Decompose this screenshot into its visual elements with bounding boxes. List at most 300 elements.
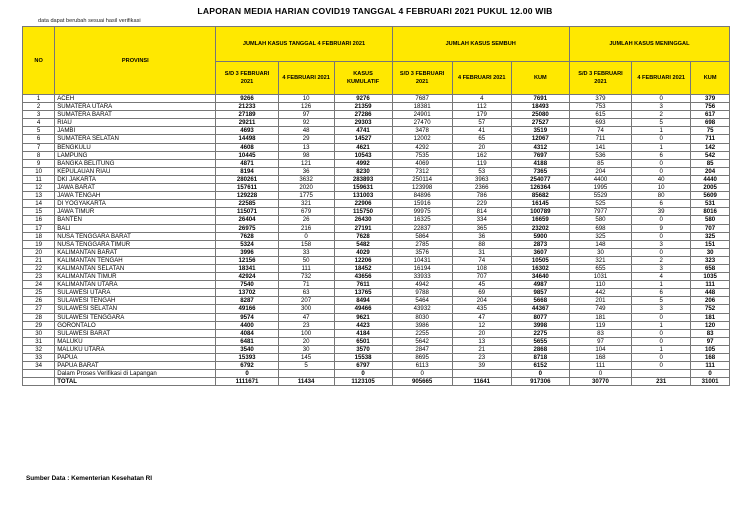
header-kasus-kumulatif: KASUS KUMULATIF	[334, 62, 392, 95]
cell-meninggal-sd: 141	[569, 143, 631, 151]
header-kasus-today: 4 FEBRUARI 2021	[278, 62, 334, 95]
header-meninggal-sd: S/D 3 FEBRUARI 2021	[569, 62, 631, 95]
cell-kasus-kumulatif: 131003	[334, 192, 392, 200]
cell-meninggal-sd: 1031	[569, 273, 631, 281]
cell-meninggal-kum: 168	[691, 354, 730, 362]
cell-kasus-kumulatif: 7611	[334, 281, 392, 289]
cell-kasus-kumulatif: 4621	[334, 143, 392, 151]
cell-meninggal-kum: 120	[691, 321, 730, 329]
cell-meninggal-sd: 30770	[569, 378, 631, 386]
cell-sembuh-kum: 9857	[511, 289, 569, 297]
cell-kasus-sd: 26404	[216, 216, 278, 224]
row-no: 7	[23, 143, 55, 151]
row-provinsi: SULAWESI UTARA	[55, 289, 216, 297]
cell-meninggal-kum: 756	[691, 103, 730, 111]
cell-kasus-sd: 4871	[216, 159, 278, 167]
row-no: 27	[23, 305, 55, 313]
row-no: 15	[23, 208, 55, 216]
table-row	[23, 354, 730, 362]
table-row	[23, 135, 730, 143]
row-no: 31	[23, 337, 55, 345]
table-row	[23, 184, 730, 192]
cell-meninggal-sd: 148	[569, 240, 631, 248]
table-row	[23, 370, 730, 378]
cell-sembuh-sd: 5864	[392, 232, 452, 240]
cell-sembuh-kum: 917306	[511, 378, 569, 386]
row-provinsi: BALI	[55, 224, 216, 232]
cell-kasus-kumulatif: 22906	[334, 200, 392, 208]
row-provinsi: Dalam Proses Verifikasi di Lapangan	[55, 370, 216, 378]
cell-meninggal-kum: 31001	[691, 378, 730, 386]
row-no: 8	[23, 151, 55, 159]
cell-kasus-sd: 280261	[216, 175, 278, 183]
cell-kasus-kumulatif: 4029	[334, 248, 392, 256]
cell-kasus-today: 10	[278, 95, 334, 103]
row-provinsi: PAPUA BARAT	[55, 362, 216, 370]
table-row	[23, 127, 730, 135]
row-provinsi: JAWA BARAT	[55, 184, 216, 192]
cell-kasus-kumulatif: 12206	[334, 256, 392, 264]
cell-sembuh-today: 31	[452, 248, 511, 256]
cell-meninggal-today: 0	[632, 313, 691, 321]
row-no: 9	[23, 159, 55, 167]
cell-sembuh-today: 45	[452, 281, 511, 289]
cell-meninggal-today: 0	[632, 216, 691, 224]
table-row	[23, 216, 730, 224]
cell-sembuh-today: 69	[452, 289, 511, 297]
cell-meninggal-sd: 204	[569, 167, 631, 175]
cell-meninggal-kum: 30	[691, 248, 730, 256]
cell-kasus-kumulatif: 26430	[334, 216, 392, 224]
cell-sembuh-sd: 4292	[392, 143, 452, 151]
cell-kasus-kumulatif: 3570	[334, 345, 392, 353]
cell-meninggal-today	[632, 370, 691, 378]
cell-sembuh-kum: 8718	[511, 354, 569, 362]
cell-sembuh-today: 65	[452, 135, 511, 143]
table-row	[23, 103, 730, 111]
cell-kasus-today: 23	[278, 321, 334, 329]
cell-meninggal-kum: 75	[691, 127, 730, 135]
cell-sembuh-kum: 5655	[511, 337, 569, 345]
cell-meninggal-kum: 325	[691, 232, 730, 240]
table-row	[23, 329, 730, 337]
cell-sembuh-kum: 2873	[511, 240, 569, 248]
cell-sembuh-today: 88	[452, 240, 511, 248]
row-no: 13	[23, 192, 55, 200]
cell-meninggal-today: 3	[632, 305, 691, 313]
cell-sembuh-sd: 2847	[392, 345, 452, 353]
row-provinsi: KALIMANTAN TENGAH	[55, 256, 216, 264]
cell-sembuh-sd: 4942	[392, 281, 452, 289]
row-provinsi: BANGKA BELITUNG	[55, 159, 216, 167]
cell-meninggal-kum: 323	[691, 256, 730, 264]
cell-sembuh-sd: 16194	[392, 264, 452, 272]
row-no: 29	[23, 321, 55, 329]
cell-sembuh-kum: 5900	[511, 232, 569, 240]
cell-sembuh-sd: 7687	[392, 95, 452, 103]
cell-meninggal-kum: 111	[691, 281, 730, 289]
cell-kasus-today: 126	[278, 103, 334, 111]
cell-meninggal-today: 1	[632, 321, 691, 329]
cell-meninggal-kum: 379	[691, 95, 730, 103]
table-row	[23, 256, 730, 264]
cell-sembuh-kum: 16302	[511, 264, 569, 272]
cell-sembuh-sd: 3576	[392, 248, 452, 256]
cell-meninggal-kum: 0	[691, 370, 730, 378]
cell-kasus-today: 321	[278, 200, 334, 208]
table-row	[23, 111, 730, 119]
row-provinsi: PAPUA	[55, 354, 216, 362]
cell-kasus-kumulatif: 8230	[334, 167, 392, 175]
cell-kasus-sd: 3540	[216, 345, 278, 353]
cell-meninggal-today: 10	[632, 184, 691, 192]
row-no	[23, 378, 55, 386]
cell-kasus-sd: 14498	[216, 135, 278, 143]
cell-sembuh-today: 12	[452, 321, 511, 329]
cell-sembuh-kum: 85682	[511, 192, 569, 200]
cell-meninggal-today: 0	[632, 362, 691, 370]
cell-meninggal-sd: 379	[569, 95, 631, 103]
header-group-kasus: JUMLAH KASUS TANGGAL 4 FEBRUARI 2021	[216, 27, 392, 62]
source-note: Sumber Data : Kementerian Kesehatan RI	[26, 475, 153, 482]
cell-sembuh-sd: 5642	[392, 337, 452, 345]
cell-meninggal-today: 6	[632, 200, 691, 208]
cell-kasus-today	[278, 370, 334, 378]
cell-kasus-kumulatif: 4741	[334, 127, 392, 135]
cell-kasus-today: 48	[278, 127, 334, 135]
cell-kasus-today: 11434	[278, 378, 334, 386]
cell-kasus-today: 145	[278, 354, 334, 362]
cell-sembuh-today: 20	[452, 329, 511, 337]
cell-kasus-sd: 157611	[216, 184, 278, 192]
cell-kasus-today: 3632	[278, 175, 334, 183]
table-row	[23, 240, 730, 248]
row-no: 4	[23, 119, 55, 127]
cell-kasus-kumulatif: 5482	[334, 240, 392, 248]
cell-kasus-kumulatif: 1123105	[334, 378, 392, 386]
cell-sembuh-sd: 16325	[392, 216, 452, 224]
cell-sembuh-kum: 16145	[511, 200, 569, 208]
cell-sembuh-sd: 12002	[392, 135, 452, 143]
row-provinsi: SUMATERA SELATAN	[55, 135, 216, 143]
table-body	[23, 95, 730, 386]
row-provinsi: BANTEN	[55, 216, 216, 224]
row-provinsi: GORONTALO	[55, 321, 216, 329]
row-provinsi: ACEH	[55, 95, 216, 103]
cell-meninggal-kum: 105	[691, 345, 730, 353]
cell-meninggal-kum: 1035	[691, 273, 730, 281]
cell-meninggal-today: 5	[632, 297, 691, 305]
cell-meninggal-kum: 752	[691, 305, 730, 313]
cell-sembuh-today: 3963	[452, 175, 511, 183]
cell-meninggal-sd: 442	[569, 289, 631, 297]
cell-kasus-sd: 6481	[216, 337, 278, 345]
cell-sembuh-sd: 123998	[392, 184, 452, 192]
cell-sembuh-sd: 250114	[392, 175, 452, 183]
cell-meninggal-today: 3	[632, 264, 691, 272]
cell-kasus-kumulatif: 7628	[334, 232, 392, 240]
cell-kasus-today: 30	[278, 345, 334, 353]
header-meninggal-today: 4 FEBRUARI 2021	[632, 62, 691, 95]
table-row	[23, 151, 730, 159]
cell-sembuh-kum: 18493	[511, 103, 569, 111]
row-provinsi: TOTAL	[55, 378, 216, 386]
cell-kasus-kumulatif: 8494	[334, 297, 392, 305]
row-no: 18	[23, 232, 55, 240]
row-no: 21	[23, 256, 55, 264]
cell-meninggal-kum: 698	[691, 119, 730, 127]
row-no: 34	[23, 362, 55, 370]
cell-kasus-sd: 4608	[216, 143, 278, 151]
cell-kasus-today: 0	[278, 232, 334, 240]
cell-sembuh-kum: 0	[511, 370, 569, 378]
cell-meninggal-sd: 83	[569, 329, 631, 337]
cell-meninggal-today: 0	[632, 95, 691, 103]
cell-kasus-today: 36	[278, 167, 334, 175]
header-provinsi: PROVINSI	[55, 27, 216, 95]
table-row	[23, 289, 730, 297]
row-provinsi: MALUKU	[55, 337, 216, 345]
cell-kasus-today: 29	[278, 135, 334, 143]
cell-meninggal-sd: 655	[569, 264, 631, 272]
cell-sembuh-sd: 7535	[392, 151, 452, 159]
cell-meninggal-today: 0	[632, 329, 691, 337]
cell-kasus-sd: 115071	[216, 208, 278, 216]
cell-kasus-today: 47	[278, 313, 334, 321]
row-provinsi: DKI JAKARTA	[55, 175, 216, 183]
header-kasus-sd: S/D 3 FEBRUARI 2021	[216, 62, 278, 95]
cell-meninggal-sd: 325	[569, 232, 631, 240]
cell-sembuh-today: 108	[452, 264, 511, 272]
cell-meninggal-kum: 658	[691, 264, 730, 272]
row-provinsi: SUMATERA BARAT	[55, 111, 216, 119]
cell-kasus-kumulatif: 0	[334, 370, 392, 378]
cell-sembuh-today: 112	[452, 103, 511, 111]
row-no: 17	[23, 224, 55, 232]
cell-meninggal-today: 6	[632, 289, 691, 297]
cell-kasus-today: 33	[278, 248, 334, 256]
cell-meninggal-sd: 104	[569, 345, 631, 353]
cell-sembuh-kum: 3998	[511, 321, 569, 329]
cell-kasus-kumulatif: 115750	[334, 208, 392, 216]
header-meninggal-kum: KUM	[691, 62, 730, 95]
cell-kasus-kumulatif: 43656	[334, 273, 392, 281]
cell-sembuh-today	[452, 370, 511, 378]
cell-kasus-sd: 21233	[216, 103, 278, 111]
cell-meninggal-kum: 580	[691, 216, 730, 224]
cell-meninggal-today: 0	[632, 248, 691, 256]
cell-kasus-sd: 9574	[216, 313, 278, 321]
cell-kasus-sd: 7540	[216, 281, 278, 289]
cell-sembuh-today: 36	[452, 232, 511, 240]
row-provinsi: BENGKULU	[55, 143, 216, 151]
cell-meninggal-kum: 151	[691, 240, 730, 248]
cell-sembuh-today: 786	[452, 192, 511, 200]
cell-sembuh-sd: 9788	[392, 289, 452, 297]
cell-sembuh-kum: 100789	[511, 208, 569, 216]
cell-meninggal-sd: 30	[569, 248, 631, 256]
cell-kasus-today: 50	[278, 256, 334, 264]
cell-sembuh-kum: 3607	[511, 248, 569, 256]
cell-kasus-sd: 29211	[216, 119, 278, 127]
cell-kasus-kumulatif: 6501	[334, 337, 392, 345]
cell-sembuh-today: 229	[452, 200, 511, 208]
row-provinsi: SULAWESI TENGGARA	[55, 313, 216, 321]
cell-meninggal-today: 0	[632, 232, 691, 240]
cell-meninggal-today: 0	[632, 167, 691, 175]
cell-kasus-sd: 13702	[216, 289, 278, 297]
header-sembuh-today: 4 FEBRUARI 2021	[452, 62, 511, 95]
row-no: 3	[23, 111, 55, 119]
cell-sembuh-kum: 5668	[511, 297, 569, 305]
cell-kasus-kumulatif: 159631	[334, 184, 392, 192]
cell-kasus-kumulatif: 6797	[334, 362, 392, 370]
cell-sembuh-kum: 2868	[511, 345, 569, 353]
cell-sembuh-today: 365	[452, 224, 511, 232]
cell-meninggal-today: 3	[632, 103, 691, 111]
cell-meninggal-kum: 111	[691, 362, 730, 370]
cell-kasus-today: 5	[278, 362, 334, 370]
cell-sembuh-kum: 8077	[511, 313, 569, 321]
cell-sembuh-today: 23	[452, 354, 511, 362]
cell-sembuh-today: 53	[452, 167, 511, 175]
row-provinsi: JAMBI	[55, 127, 216, 135]
cell-sembuh-kum: 10505	[511, 256, 569, 264]
cell-sembuh-today: 47	[452, 313, 511, 321]
cell-meninggal-kum: 142	[691, 143, 730, 151]
row-no: 10	[23, 167, 55, 175]
cell-meninggal-kum: 617	[691, 111, 730, 119]
cell-sembuh-kum: 34640	[511, 273, 569, 281]
cell-kasus-kumulatif: 27191	[334, 224, 392, 232]
cell-kasus-sd: 0	[216, 370, 278, 378]
cell-kasus-today: 121	[278, 159, 334, 167]
cell-sembuh-kum: 6152	[511, 362, 569, 370]
cell-meninggal-sd: 321	[569, 256, 631, 264]
cell-meninggal-today: 40	[632, 175, 691, 183]
cell-kasus-today: 2020	[278, 184, 334, 192]
table-row	[23, 273, 730, 281]
cell-meninggal-sd: 1995	[569, 184, 631, 192]
row-no: 33	[23, 354, 55, 362]
cell-meninggal-sd: 111	[569, 362, 631, 370]
cell-sembuh-kum: 16659	[511, 216, 569, 224]
cell-sembuh-sd: 7312	[392, 167, 452, 175]
report-title: LAPORAN MEDIA HARIAN COVID19 TANGGAL 4 FEBRUARI 2021 PUKUL 12.00 WIB	[197, 6, 553, 16]
cell-meninggal-kum: 8016	[691, 208, 730, 216]
row-provinsi: MALUKU UTARA	[55, 345, 216, 353]
cell-kasus-sd: 4400	[216, 321, 278, 329]
cell-kasus-sd: 27189	[216, 111, 278, 119]
cell-meninggal-today: 0	[632, 337, 691, 345]
cell-sembuh-kum: 3519	[511, 127, 569, 135]
cell-sembuh-sd: 43932	[392, 305, 452, 313]
cell-kasus-today: 679	[278, 208, 334, 216]
cell-sembuh-sd: 3986	[392, 321, 452, 329]
cell-kasus-today: 13	[278, 143, 334, 151]
header-group-sembuh: JUMLAH KASUS SEMBUH	[392, 27, 569, 62]
cell-meninggal-today: 1	[632, 281, 691, 289]
cell-meninggal-kum: 5609	[691, 192, 730, 200]
table-row	[23, 159, 730, 167]
cell-meninggal-kum: 707	[691, 224, 730, 232]
cell-kasus-today: 1775	[278, 192, 334, 200]
cell-kasus-sd: 4084	[216, 329, 278, 337]
row-no: 2	[23, 103, 55, 111]
cell-meninggal-kum: 542	[691, 151, 730, 159]
row-no: 23	[23, 273, 55, 281]
table-row	[23, 200, 730, 208]
cell-sembuh-kum: 7365	[511, 167, 569, 175]
row-provinsi: SULAWESI BARAT	[55, 329, 216, 337]
cell-meninggal-kum: 4440	[691, 175, 730, 183]
cell-kasus-sd: 10445	[216, 151, 278, 159]
cell-meninggal-sd: 698	[569, 224, 631, 232]
cell-kasus-kumulatif: 29303	[334, 119, 392, 127]
cell-sembuh-kum: 7691	[511, 95, 569, 103]
cell-sembuh-today: 21	[452, 345, 511, 353]
row-no: 1	[23, 95, 55, 103]
cell-kasus-kumulatif: 10543	[334, 151, 392, 159]
cell-meninggal-kum: 448	[691, 289, 730, 297]
cell-meninggal-sd: 97	[569, 337, 631, 345]
row-provinsi: LAMPUNG	[55, 151, 216, 159]
total-row	[23, 378, 730, 386]
cell-sembuh-kum: 27527	[511, 119, 569, 127]
cell-sembuh-today: 13	[452, 337, 511, 345]
table-row	[23, 95, 730, 103]
table-row	[23, 232, 730, 240]
cell-kasus-sd: 4693	[216, 127, 278, 135]
table-row	[23, 345, 730, 353]
row-provinsi: RIAU	[55, 119, 216, 127]
cell-kasus-today: 92	[278, 119, 334, 127]
row-no: 16	[23, 216, 55, 224]
row-provinsi: KEPULAUAN RIAU	[55, 167, 216, 175]
cell-sembuh-sd: 905665	[392, 378, 452, 386]
table-row	[23, 305, 730, 313]
cell-sembuh-sd: 27470	[392, 119, 452, 127]
cell-sembuh-today: 119	[452, 159, 511, 167]
row-no: 11	[23, 175, 55, 183]
cell-kasus-today: 98	[278, 151, 334, 159]
cell-sembuh-kum: 4987	[511, 281, 569, 289]
cell-sembuh-today: 814	[452, 208, 511, 216]
cell-sembuh-kum: 12067	[511, 135, 569, 143]
cell-kasus-kumulatif: 15538	[334, 354, 392, 362]
row-provinsi: JAWA TENGAH	[55, 192, 216, 200]
cell-kasus-today: 300	[278, 305, 334, 313]
cell-sembuh-today: 57	[452, 119, 511, 127]
cell-meninggal-today: 3	[632, 240, 691, 248]
row-provinsi: KALIMANTAN SELATAN	[55, 264, 216, 272]
cell-kasus-sd: 7628	[216, 232, 278, 240]
cell-meninggal-today: 1	[632, 127, 691, 135]
cell-meninggal-today: 5	[632, 119, 691, 127]
cell-kasus-kumulatif: 283893	[334, 175, 392, 183]
cell-kasus-sd: 12156	[216, 256, 278, 264]
cell-kasus-today: 207	[278, 297, 334, 305]
cell-meninggal-sd: 753	[569, 103, 631, 111]
cell-kasus-kumulatif: 4992	[334, 159, 392, 167]
cell-sembuh-kum: 126364	[511, 184, 569, 192]
row-no: 20	[23, 248, 55, 256]
cell-kasus-kumulatif: 9621	[334, 313, 392, 321]
cell-sembuh-today: 179	[452, 111, 511, 119]
cell-meninggal-today: 80	[632, 192, 691, 200]
cell-meninggal-sd: 711	[569, 135, 631, 143]
cell-meninggal-today: 2	[632, 256, 691, 264]
